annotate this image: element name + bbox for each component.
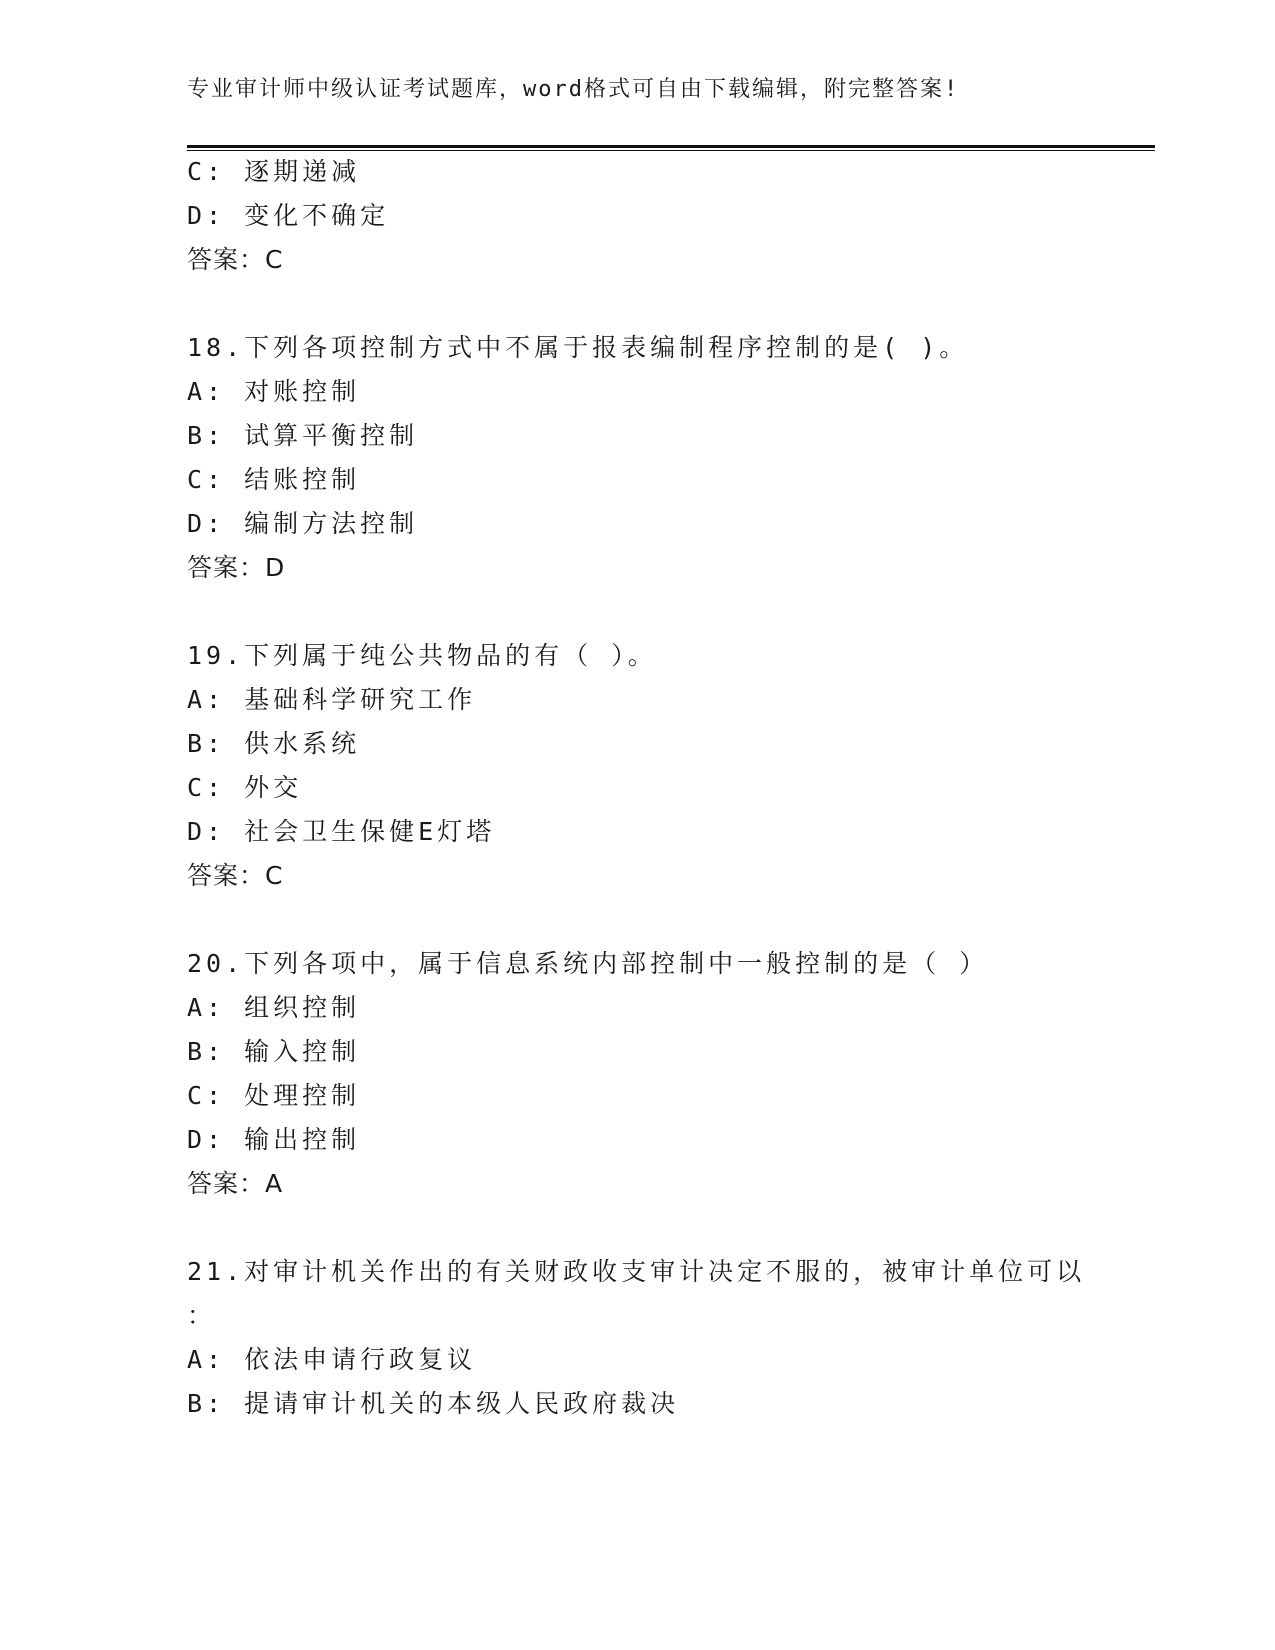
q20-option-c: C: 处理控制 xyxy=(187,1081,361,1110)
q20-option-b: B: 输入控制 xyxy=(187,1037,361,1066)
q20-question: 20.下列各项中，属于信息系统内部控制中一般控制的是（ ） xyxy=(187,949,989,978)
q18-option-b: B: 试算平衡控制 xyxy=(187,421,419,450)
q19-option-d: D: 社会卫生保健E灯塔 xyxy=(187,817,496,846)
q17-answer: 答案：C xyxy=(187,245,284,274)
q19-option-b: B: 供水系统 xyxy=(187,729,361,758)
q18-option-d: D: 编制方法控制 xyxy=(187,509,419,538)
q19-option-a: A: 基础科学研究工作 xyxy=(187,685,477,714)
q21-option-b: B: 提请审计机关的本级人民政府裁决 xyxy=(187,1389,680,1418)
q18-option-c: C: 结账控制 xyxy=(187,465,361,494)
q17-option-c: C: 逐期递减 xyxy=(187,157,361,186)
q21-question: 21.对审计机关作出的有关财政收支审计决定不服的，被审计单位可以 xyxy=(187,1257,1086,1286)
q20-answer: 答案：A xyxy=(187,1169,284,1198)
header-rule-thin xyxy=(187,150,1155,151)
header-rule-thick xyxy=(187,145,1155,148)
q21-question-continuation: ： xyxy=(187,1301,217,1330)
page-header: 专业审计师中级认证考试题库，word格式可自由下载编辑，附完整答案! xyxy=(187,77,960,102)
q19-question: 19.下列属于纯公共物品的有（ ）。 xyxy=(187,641,657,670)
q18-question: 18.下列各项控制方式中不属于报表编制程序控制的是( )。 xyxy=(187,333,969,362)
q19-option-c: C: 外交 xyxy=(187,773,303,802)
q21-option-a: A: 依法申请行政复议 xyxy=(187,1345,477,1374)
q18-answer: 答案：D xyxy=(187,553,286,582)
q19-answer: 答案：C xyxy=(187,861,284,890)
q18-option-a: A: 对账控制 xyxy=(187,377,361,406)
q20-option-d: D: 输出控制 xyxy=(187,1125,361,1154)
q20-option-a: A: 组织控制 xyxy=(187,993,361,1022)
q17-option-d: D: 变化不确定 xyxy=(187,201,390,230)
